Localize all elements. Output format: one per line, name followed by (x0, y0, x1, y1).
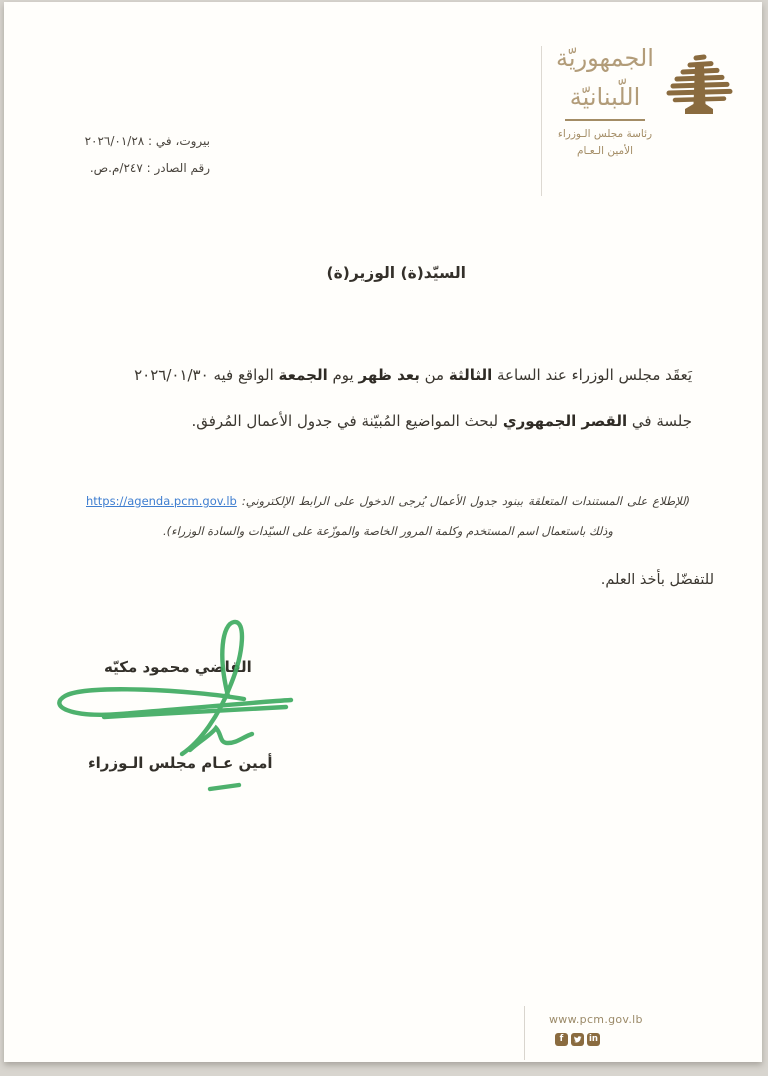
body-bold-friday: الجمعة (278, 366, 328, 384)
signer-name: القاضي محمود مكيّه (104, 658, 252, 676)
twitter-icon[interactable] (571, 1033, 584, 1046)
agenda-link[interactable]: https://agenda.pcm.gov.lb (86, 494, 237, 508)
footer-vertical-rule (524, 1006, 525, 1060)
body-text: من (419, 366, 449, 384)
body-text: يَعقَد مجلس الوزراء عند الساعة (492, 366, 692, 384)
body-line-2 (191, 412, 692, 430)
facebook-glyph: f (559, 1034, 564, 1045)
footer-website: www.pcm.gov.lb (549, 1013, 643, 1026)
body-text: جلسة في (627, 412, 692, 430)
cedar-tree-icon (664, 50, 734, 126)
note-text-before-link: (للإطلاع على المستندات المتعلقة ببنود جدول الأعمال يُرجى الدخول على الرابط الإلكتروني: (236, 494, 690, 508)
date-line: بيروت، في : ٢٠٢٦/٠١/٢٨ (84, 134, 210, 148)
handwritten-signature (42, 610, 312, 804)
letterhead-divider (565, 119, 645, 121)
letter-page (4, 2, 762, 1062)
body-bold-afternoon: بعد ظهر (358, 366, 420, 384)
body-line-1 (134, 366, 692, 384)
body-text: لبحث المواضيع المُبيّنة في جدول الأعمال المُرفق. (191, 412, 503, 430)
linkedin-glyph: in (589, 1034, 598, 1045)
linkedin-icon[interactable] (587, 1033, 600, 1046)
letterhead (552, 36, 752, 160)
addressee-line: السيّد(ة) الوزير(ة) (326, 264, 466, 282)
note-text-after-link: وذلك باستعمال اسم المستخدم وكلمة المرور الخاصة والموزّعة على السيّدات والسادة الوزراء). (163, 524, 613, 538)
letterhead-vertical-rule (541, 46, 542, 196)
body-text-date: الواقع فيه ٢٠٢٦/٠١/٣٠ (134, 366, 279, 384)
closing-line: للتفضّل بأخذ العلم. (600, 572, 714, 588)
signer-title: أمين عـام مجلس الـوزراء (88, 754, 273, 772)
agenda-access-note (86, 486, 690, 546)
facebook-icon[interactable] (555, 1033, 568, 1046)
body-bold-third-hour: الثالثة (448, 366, 493, 384)
presidency-subtitle: رئاسة مجلس الـوزراء (557, 128, 653, 140)
letter-meta (54, 128, 210, 182)
secretary-general-subtitle: الأمين الـعـام (576, 145, 634, 157)
body-bold-presidential-palace: القصر الجمهوري (502, 412, 628, 430)
republic-calligraphy-line2: اللّبنانيّة (569, 83, 641, 111)
reference-number-line: رقم الصادر : ٢٤٧/م.ص. (89, 161, 210, 175)
footer-social-icons (555, 1033, 600, 1046)
republic-calligraphy-line1: الجمهوريّة (556, 44, 654, 72)
body-text: يوم (327, 366, 359, 384)
